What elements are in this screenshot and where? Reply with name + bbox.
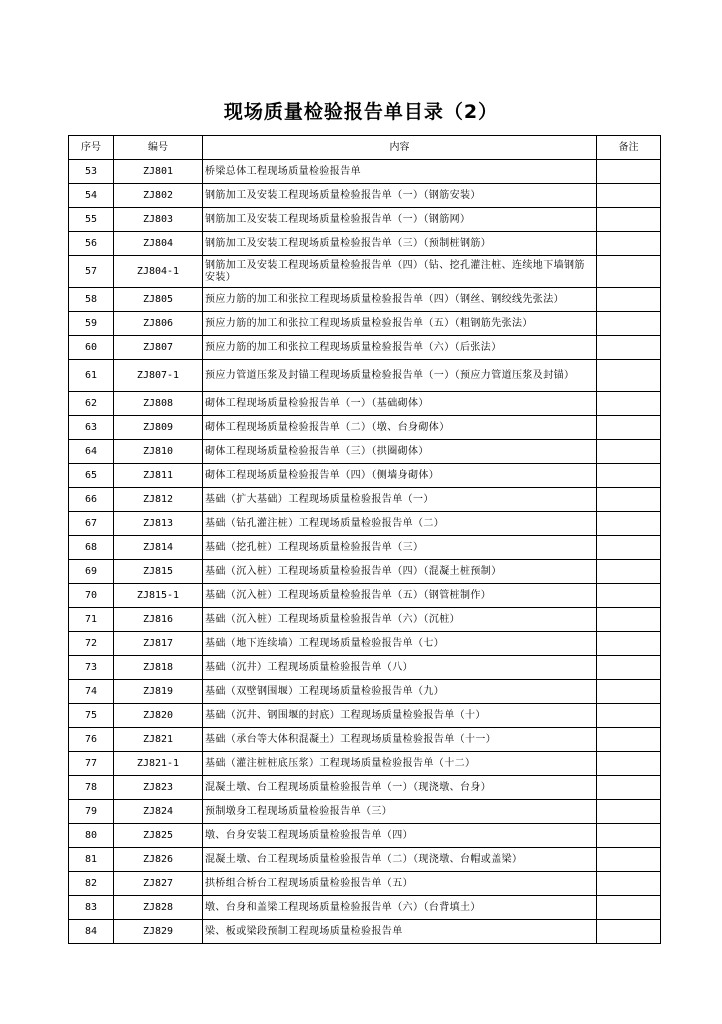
- row-seq: 54: [69, 184, 114, 208]
- header-code: 编号: [114, 136, 203, 160]
- row-code: ZJ807-1: [114, 360, 203, 392]
- row-content: 基础（扩大基础）工程现场质量检验报告单（一）: [203, 488, 597, 512]
- row-note: [597, 392, 661, 416]
- row-seq: 73: [69, 656, 114, 680]
- row-seq: 69: [69, 560, 114, 584]
- row-seq: 59: [69, 312, 114, 336]
- table-row: [69, 584, 661, 608]
- table-row: [69, 824, 661, 848]
- table-row: [69, 632, 661, 656]
- table-row: [69, 232, 661, 256]
- row-content: 基础（沉入桩）工程现场质量检验报告单（四）（混凝土桩预制）: [203, 560, 597, 584]
- row-content: 墩、台身和盖梁工程现场质量检验报告单（六）（台背填土）: [203, 896, 597, 920]
- row-seq: 70: [69, 584, 114, 608]
- row-note: [597, 232, 661, 256]
- row-seq: 61: [69, 360, 114, 392]
- row-note: [597, 440, 661, 464]
- row-code: ZJ808: [114, 392, 203, 416]
- row-note: [597, 920, 661, 944]
- row-seq: 58: [69, 288, 114, 312]
- row-content: 砌体工程现场质量检验报告单（三）（拱圈砌体）: [203, 440, 597, 464]
- row-seq: 80: [69, 824, 114, 848]
- row-code: ZJ814: [114, 536, 203, 560]
- row-content: 预应力筋的加工和张拉工程现场质量检验报告单（六）（后张法）: [203, 336, 597, 360]
- row-note: [597, 336, 661, 360]
- table-row: [69, 464, 661, 488]
- row-code: ZJ801: [114, 160, 203, 184]
- row-content: 混凝土墩、台工程现场质量检验报告单（一）（现浇墩、台身）: [203, 776, 597, 800]
- row-code: ZJ823: [114, 776, 203, 800]
- row-content: 墩、台身安装工程现场质量检验报告单（四）: [203, 824, 597, 848]
- table-row: [69, 160, 661, 184]
- row-content: 拱桥组合桥台工程现场质量检验报告单（五）: [203, 872, 597, 896]
- row-seq: 56: [69, 232, 114, 256]
- row-content: 基础（沉井）工程现场质量检验报告单（八）: [203, 656, 597, 680]
- row-note: [597, 208, 661, 232]
- row-code: ZJ818: [114, 656, 203, 680]
- table-row: [69, 800, 661, 824]
- row-note: [597, 488, 661, 512]
- row-note: [597, 824, 661, 848]
- row-seq: 64: [69, 440, 114, 464]
- row-note: [597, 896, 661, 920]
- row-seq: 84: [69, 920, 114, 944]
- table-row: [69, 360, 661, 392]
- row-content: 基础（沉入桩）工程现场质量检验报告单（五）（钢管桩制作）: [203, 584, 597, 608]
- row-code: ZJ804-1: [114, 256, 203, 288]
- row-content: 基础（地下连续墙）工程现场质量检验报告单（七）: [203, 632, 597, 656]
- table-header-row: [69, 136, 661, 160]
- row-code: ZJ821-1: [114, 752, 203, 776]
- row-seq: 79: [69, 800, 114, 824]
- row-code: ZJ805: [114, 288, 203, 312]
- header-seq: 序号: [69, 136, 114, 160]
- row-content: 钢筋加工及安装工程现场质量检验报告单（一）（钢筋网）: [203, 208, 597, 232]
- table-row: [69, 656, 661, 680]
- table-row: [69, 920, 661, 944]
- row-note: [597, 416, 661, 440]
- row-content: 砌体工程现场质量检验报告单（一）（基础砌体）: [203, 392, 597, 416]
- table-row: [69, 336, 661, 360]
- row-seq: 66: [69, 488, 114, 512]
- table-row: [69, 752, 661, 776]
- table-row: [69, 848, 661, 872]
- row-code: ZJ828: [114, 896, 203, 920]
- row-code: ZJ817: [114, 632, 203, 656]
- row-code: ZJ816: [114, 608, 203, 632]
- row-note: [597, 256, 661, 288]
- row-code: ZJ825: [114, 824, 203, 848]
- table-row: [69, 872, 661, 896]
- row-content: 钢筋加工及安装工程现场质量检验报告单（三）（预制桩钢筋）: [203, 232, 597, 256]
- row-content: 基础（灌注桩桩底压浆）工程现场质量检验报告单（十二）: [203, 752, 597, 776]
- row-content: 钢筋加工及安装工程现场质量检验报告单（一）（钢筋安装）: [203, 184, 597, 208]
- row-note: [597, 360, 661, 392]
- row-content: 基础（双壁钢围堰）工程现场质量检验报告单（九）: [203, 680, 597, 704]
- row-code: ZJ810: [114, 440, 203, 464]
- row-seq: 63: [69, 416, 114, 440]
- table-row: [69, 536, 661, 560]
- row-seq: 72: [69, 632, 114, 656]
- row-seq: 78: [69, 776, 114, 800]
- table-row: [69, 512, 661, 536]
- row-code: ZJ809: [114, 416, 203, 440]
- row-content: 梁、板或梁段预制工程现场质量检验报告单: [203, 920, 597, 944]
- row-note: [597, 848, 661, 872]
- row-note: [597, 512, 661, 536]
- row-note: [597, 752, 661, 776]
- row-content: 预制墩身工程现场质量检验报告单（三）: [203, 800, 597, 824]
- row-note: [597, 800, 661, 824]
- page-title: 现场质量检验报告单目录（2）: [223, 101, 499, 123]
- row-seq: 62: [69, 392, 114, 416]
- row-code: ZJ807: [114, 336, 203, 360]
- table-row: [69, 728, 661, 752]
- row-note: [597, 288, 661, 312]
- header-content: 内容: [203, 136, 597, 160]
- row-seq: 77: [69, 752, 114, 776]
- row-content: 基础（沉井、钢围堰的封底）工程现场质量检验报告单（十）: [203, 704, 597, 728]
- row-note: [597, 464, 661, 488]
- row-note: [597, 184, 661, 208]
- row-note: [597, 776, 661, 800]
- row-seq: 65: [69, 464, 114, 488]
- row-content: 砌体工程现场质量检验报告单（二）（墩、台身砌体）: [203, 416, 597, 440]
- row-note: [597, 560, 661, 584]
- row-note: [597, 704, 661, 728]
- row-note: [597, 160, 661, 184]
- report-index-table: [68, 135, 661, 944]
- table-row: [69, 312, 661, 336]
- row-seq: 74: [69, 680, 114, 704]
- header-note: 备注: [597, 136, 661, 160]
- row-note: [597, 608, 661, 632]
- table-row: [69, 776, 661, 800]
- row-seq: 68: [69, 536, 114, 560]
- row-seq: 55: [69, 208, 114, 232]
- row-code: ZJ821: [114, 728, 203, 752]
- row-note: [597, 536, 661, 560]
- table-row: [69, 208, 661, 232]
- row-content: 基础（钻孔灌注桩）工程现场质量检验报告单（二）: [203, 512, 597, 536]
- row-note: [597, 656, 661, 680]
- row-note: [597, 584, 661, 608]
- row-note: [597, 680, 661, 704]
- row-content: 混凝土墩、台工程现场质量检验报告单（二）（现浇墩、台帽或盖梁）: [203, 848, 597, 872]
- row-note: [597, 632, 661, 656]
- row-code: ZJ804: [114, 232, 203, 256]
- row-seq: 60: [69, 336, 114, 360]
- row-content: 基础（沉入桩）工程现场质量检验报告单（六）（沉桩）: [203, 608, 597, 632]
- table-row: [69, 184, 661, 208]
- row-code: ZJ820: [114, 704, 203, 728]
- row-note: [597, 872, 661, 896]
- row-code: ZJ803: [114, 208, 203, 232]
- row-code: ZJ819: [114, 680, 203, 704]
- row-code: ZJ813: [114, 512, 203, 536]
- row-content: 基础（挖孔桩）工程现场质量检验报告单（三）: [203, 536, 597, 560]
- row-seq: 75: [69, 704, 114, 728]
- row-seq: 83: [69, 896, 114, 920]
- row-code: ZJ827: [114, 872, 203, 896]
- table-row: [69, 608, 661, 632]
- row-code: ZJ806: [114, 312, 203, 336]
- row-note: [597, 312, 661, 336]
- row-content: 砌体工程现场质量检验报告单（四）（侧墙身砌体）: [203, 464, 597, 488]
- row-code: ZJ802: [114, 184, 203, 208]
- table-row: [69, 704, 661, 728]
- row-seq: 71: [69, 608, 114, 632]
- row-code: ZJ815: [114, 560, 203, 584]
- table-row: [69, 416, 661, 440]
- table-row: [69, 256, 661, 288]
- row-content: 预应力筋的加工和张拉工程现场质量检验报告单（四）（钢丝、钢绞线先张法）: [203, 288, 597, 312]
- row-note: [597, 728, 661, 752]
- table-row: [69, 392, 661, 416]
- table-row: [69, 896, 661, 920]
- row-seq: 82: [69, 872, 114, 896]
- row-seq: 53: [69, 160, 114, 184]
- row-seq: 67: [69, 512, 114, 536]
- row-seq: 57: [69, 256, 114, 288]
- row-seq: 81: [69, 848, 114, 872]
- row-content: 钢筋加工及安装工程现场质量检验报告单（四）（钻、挖孔灌注桩、连续地下墙钢筋安装）: [203, 256, 597, 288]
- row-content: 预应力管道压浆及封锚工程现场质量检验报告单（一）（预应力管道压浆及封锚）: [203, 360, 597, 392]
- table-row: [69, 680, 661, 704]
- row-seq: 76: [69, 728, 114, 752]
- table-row: [69, 488, 661, 512]
- row-code: ZJ826: [114, 848, 203, 872]
- row-code: ZJ811: [114, 464, 203, 488]
- row-code: ZJ812: [114, 488, 203, 512]
- row-code: ZJ815-1: [114, 584, 203, 608]
- row-content: 桥梁总体工程现场质量检验报告单: [203, 160, 597, 184]
- table-row: [69, 440, 661, 464]
- table-row: [69, 288, 661, 312]
- table-row: [69, 560, 661, 584]
- row-content: 预应力筋的加工和张拉工程现场质量检验报告单（五）（粗钢筋先张法）: [203, 312, 597, 336]
- row-content: 基础（承台等大体积混凝土）工程现场质量检验报告单（十一）: [203, 728, 597, 752]
- row-code: ZJ829: [114, 920, 203, 944]
- row-code: ZJ824: [114, 800, 203, 824]
- table-body: [69, 160, 661, 944]
